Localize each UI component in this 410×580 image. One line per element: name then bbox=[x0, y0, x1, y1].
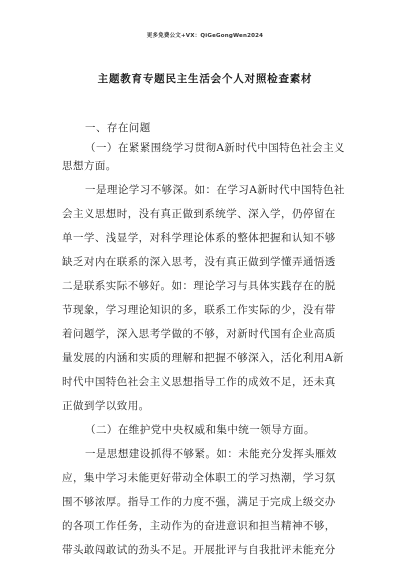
section-heading-1: 一、存在问题 bbox=[85, 122, 151, 134]
header-note: 更多免费公文+VX：QiGeGongWen2024 bbox=[146, 33, 264, 39]
subsection-heading-2: （二）在维护党中央权威和集中统一领导方面。 bbox=[85, 424, 315, 436]
paragraph-line: 二是联系实际不够好。如：理论学习与具体实践存在的脱 bbox=[62, 280, 336, 292]
paragraph-line: 会主义思想时，没有真正做到系统学、深入学，仍停留在 bbox=[62, 208, 336, 220]
paragraph-line: 一是思想建设抓得不够紧。如：未能充分发挥头雁效 bbox=[85, 448, 337, 460]
paragraph-line: 量发展的内涵和实质的理解和把握不够深入，活化利用A新 bbox=[62, 352, 344, 364]
paragraph-line: 带头敢闯敢试的劲头不足。开展批评与自我批评未能充分 bbox=[62, 544, 336, 556]
paragraph-line: 节现象，学习理论知识的多，联系工作实际的少，没有带 bbox=[62, 304, 336, 316]
paragraph-line: 正做到学以致用。 bbox=[62, 400, 150, 412]
paragraph-line: 一是理论学习不够深。如：在学习A新时代中国特色社 bbox=[85, 184, 345, 196]
paragraph-line: 缺乏对内在联系的深入思考，没有真正做到学懂弄通悟透 bbox=[62, 256, 336, 268]
paragraph-line: 着问题学，深入思考学做的不够，对新时代国有企业高质 bbox=[62, 328, 336, 340]
subsection-heading-1: （一）在紧紧围绕学习贯彻A新时代中国特色社会主义 bbox=[85, 142, 345, 154]
document-title: 主题教育专题民主生活会个人对照检查素材 bbox=[97, 73, 313, 85]
paragraph-line: 思想方面。 bbox=[62, 160, 117, 172]
paragraph-line: 围不够浓厚。指导工作的力度不强，满足于完成上级交办 bbox=[62, 496, 336, 508]
paragraph-line: 应，集中学习未能更好带动全体职工的学习热潮，学习氛 bbox=[62, 472, 336, 484]
paragraph-line: 的各项工作任务，主动作为的奋进意识和担当精神不够， bbox=[62, 520, 336, 532]
paragraph-line: 单一学、浅显学，对科学理论体系的整体把握和认知不够 bbox=[62, 232, 336, 244]
paragraph-line: 时代中国特色社会主义思想指导工作的成效不足，还未真 bbox=[62, 376, 336, 388]
